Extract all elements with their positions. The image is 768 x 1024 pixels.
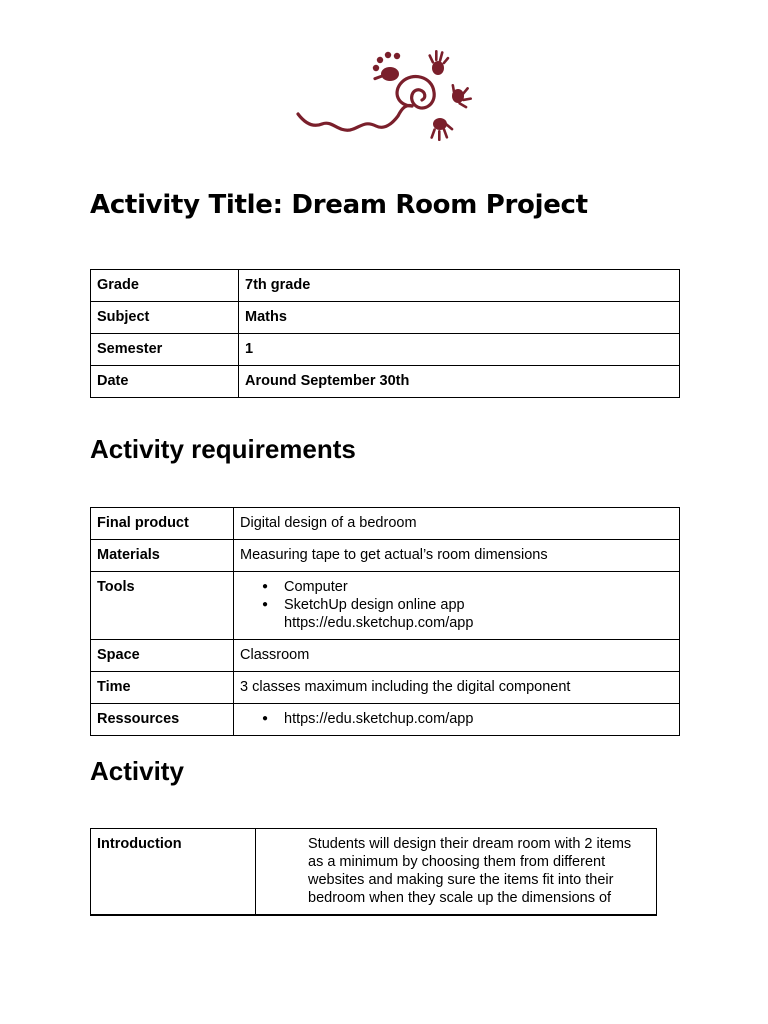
requirements-table xyxy=(90,507,680,736)
requirement-value: 3 classes maximum including the digital component xyxy=(234,672,680,704)
requirement-label: Materials xyxy=(91,540,234,572)
table-row xyxy=(91,672,680,704)
table-row xyxy=(91,640,680,672)
info-label: Semester xyxy=(91,334,239,366)
logo xyxy=(292,42,476,144)
resources-list xyxy=(240,710,673,728)
table-row xyxy=(91,302,680,334)
table-row xyxy=(91,270,680,302)
requirement-label: Final product xyxy=(91,508,234,540)
info-value: 1 xyxy=(239,334,680,366)
table-row xyxy=(91,508,680,540)
activity-value: Students will design their dream room with 2 items as a minimum by choosing them from different websites and making sure the items fit into their bedroom when they scale up the dimensions of xyxy=(256,829,657,915)
table-row xyxy=(91,572,680,640)
list-item: ● Computer xyxy=(284,578,673,596)
section-heading-requirements: Activity requirements xyxy=(90,434,356,464)
requirement-label: Time xyxy=(91,672,234,704)
info-value: Around September 30th xyxy=(239,366,680,398)
requirement-label: Tools xyxy=(91,572,234,640)
requirement-label: Space xyxy=(91,640,234,672)
info-label: Grade xyxy=(91,270,239,302)
list-item: ● https://edu.sketchup.com/app xyxy=(284,710,673,728)
activity-label: Introduction xyxy=(91,829,256,915)
requirement-value xyxy=(234,572,680,640)
activity-table xyxy=(90,828,657,916)
requirement-value: Digital design of a bedroom xyxy=(234,508,680,540)
requirement-value: Measuring tape to get actual’s room dimensions xyxy=(234,540,680,572)
info-label: Subject xyxy=(91,302,239,334)
table-row xyxy=(91,704,680,736)
tools-link-text: https://edu.sketchup.com/app xyxy=(284,615,474,631)
info-value: 7th grade xyxy=(239,270,680,302)
tools-list xyxy=(240,578,673,614)
info-table xyxy=(90,269,680,398)
page-title: Activity Title: Dream Room Project xyxy=(90,190,588,220)
info-label: Date xyxy=(91,366,239,398)
table-row xyxy=(91,366,680,398)
section-heading-activity: Activity xyxy=(90,756,184,786)
requirement-value xyxy=(234,704,680,736)
table-row xyxy=(91,540,680,572)
requirement-label: Ressources xyxy=(91,704,234,736)
table-row xyxy=(91,334,680,366)
table-row xyxy=(91,829,657,915)
info-value: Maths xyxy=(239,302,680,334)
requirement-value: Classroom xyxy=(234,640,680,672)
list-item: ● SketchUp design online app xyxy=(284,596,673,614)
